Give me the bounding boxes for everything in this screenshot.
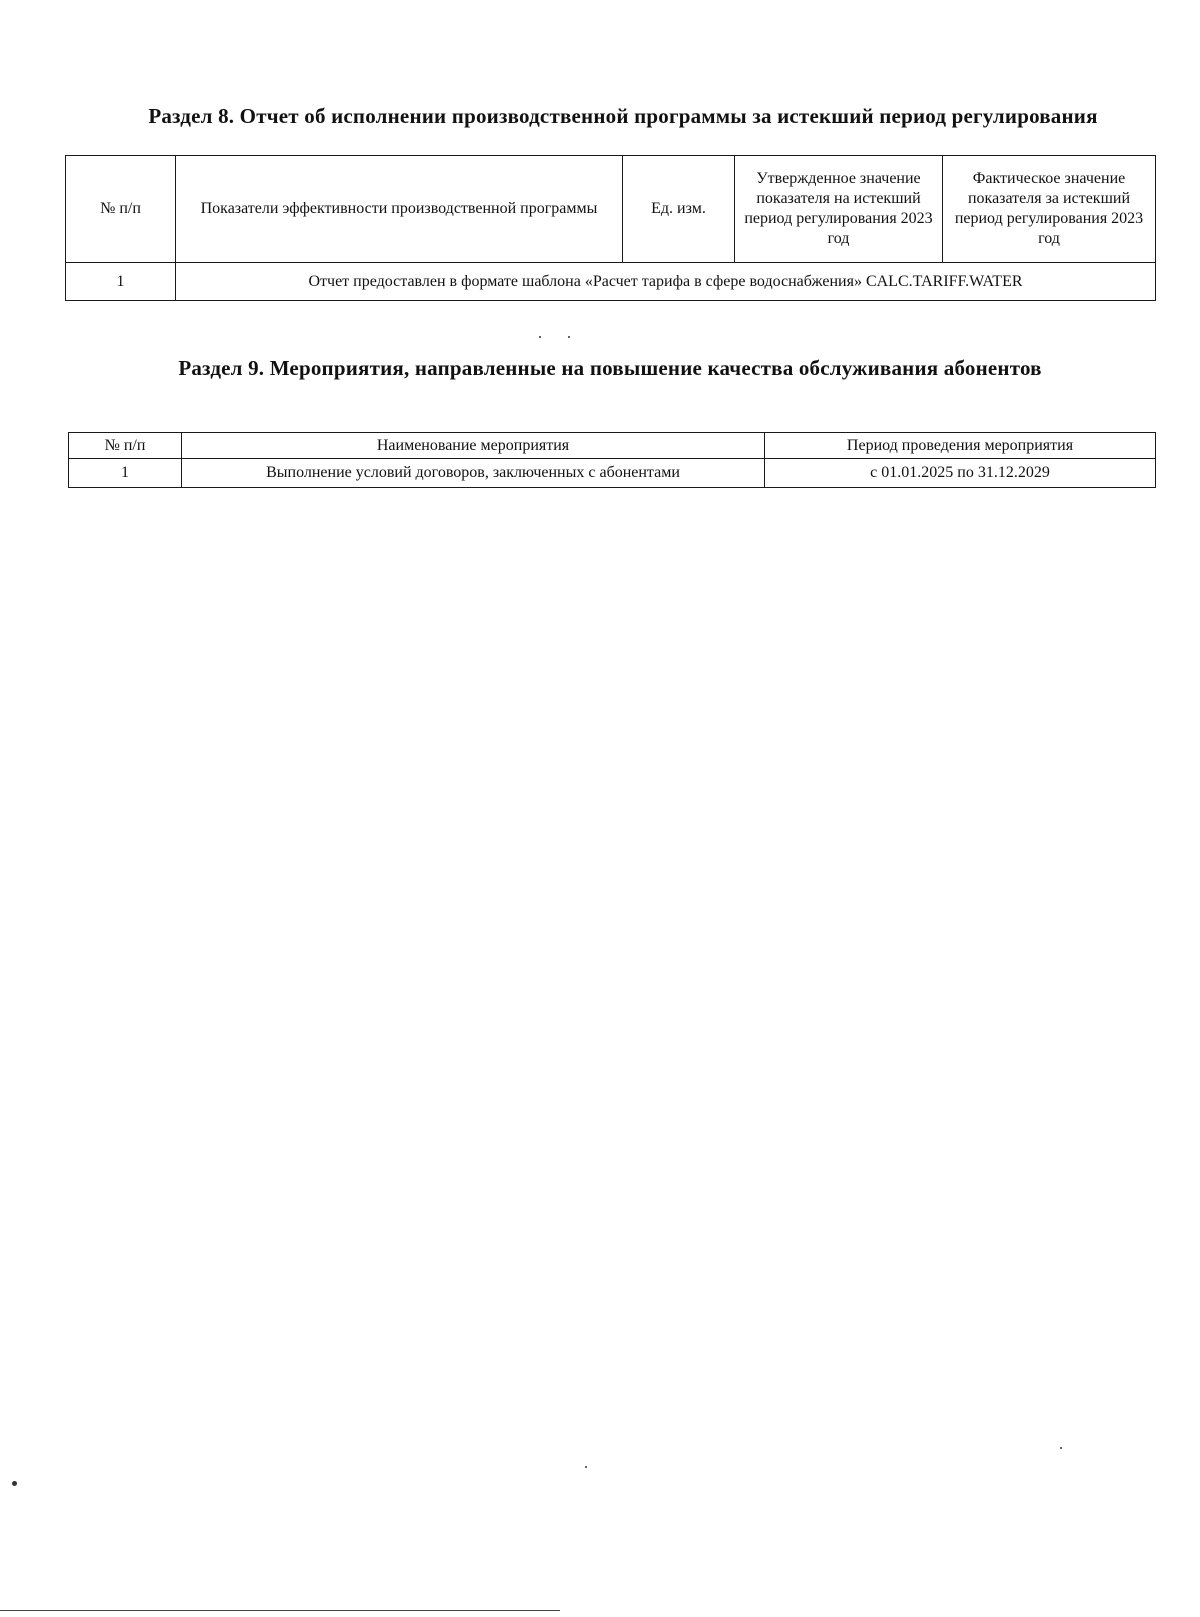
table-header-row [66,156,1156,263]
column-header-event-period: Период проведения мероприятия [765,433,1156,459]
column-header-indicators: Показатели эффективности производственной программы [176,156,623,263]
event-period-cell: с 01.01.2025 по 31.12.2029 [765,459,1156,488]
table-header-row [69,433,1156,459]
section-9-table [68,432,1156,488]
scan-speck [12,1481,17,1486]
section-8-table [65,155,1156,301]
event-name-cell: Выполнение условий договоров, заключенных с абонентами [182,459,765,488]
scan-speck [1060,1447,1062,1449]
column-header-actual-value: Фактическое значение показателя за истекший период регулирования 2023 год [943,156,1156,263]
column-header-unit: Ед. изм. [623,156,735,263]
section-8-title: Раздел 8. Отчет об исполнении производственной программы за истекший период регулирования [148,104,1098,128]
section-9-title: Раздел 9. Мероприятия, направленные на повышение качества обслуживания абонентов [178,356,1042,380]
column-header-event-name: Наименование мероприятия [182,433,765,459]
table-row [69,459,1156,488]
row-number-cell: 1 [66,263,176,301]
column-header-approved-value: Утвержденное значение показателя на истекший период регулирования 2023 год [735,156,943,263]
table-row [66,263,1156,301]
row-number-cell: 1 [69,459,182,488]
scan-speck [539,336,541,338]
scan-edge-line [0,1610,560,1611]
scan-speck [585,1466,587,1468]
scan-speck [568,336,570,338]
column-header-number: № п/п [66,156,176,263]
column-header-number: № п/п [69,433,182,459]
report-note-cell: Отчет предоставлен в формате шаблона «Расчет тарифа в сфере водоснабжения» CALC.TARIFF.WATER [176,263,1156,301]
